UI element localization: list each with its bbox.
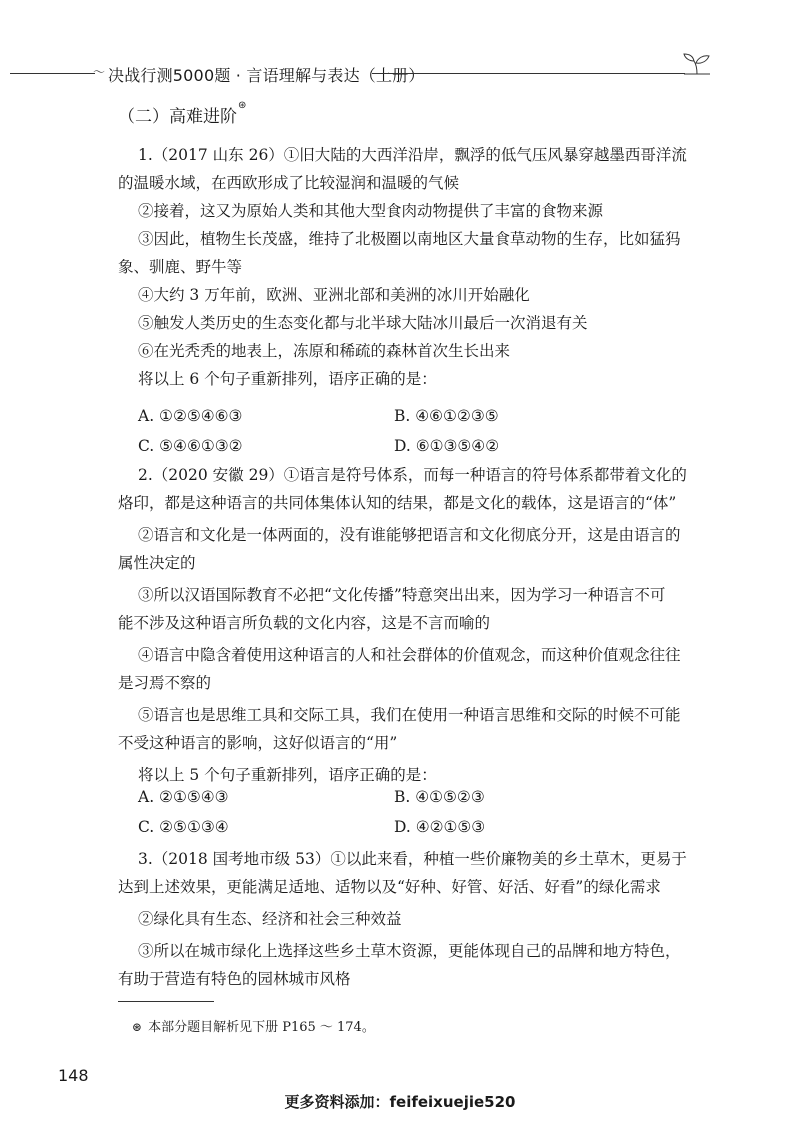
q2-line: 不受这种语言的影响，这好似语言的“用”	[118, 734, 398, 752]
q2-sentence-4: ④语言中隐含着使用这种语言的人和社会群体的价值观念，而这种价值观念往往	[138, 646, 681, 664]
q1-line: 的温暖水域，在西欧形成了比较湿润和温暖的气候	[118, 174, 460, 192]
q2-option-a[interactable]: A. ②①⑤④③	[138, 788, 229, 806]
q2-line: 能不涉及这种语言所负载的文化内容，这是不言而喻的	[118, 614, 491, 632]
q2-line: 是习焉不察的	[118, 674, 212, 692]
header-wave: ～	[93, 65, 106, 79]
page-number: 148	[58, 1066, 89, 1085]
section-title: （二）高难进阶	[118, 107, 237, 127]
q2-option-b[interactable]: B. ④①⑤②③	[394, 788, 485, 806]
q2-sentence-5: ⑤语言也是思维工具和交际工具，我们在使用一种语言思维和交际的时候不可能	[138, 706, 681, 724]
q2-sentence-2: ②语言和文化是一体两面的，没有谁能够把语言和文化彻底分开，这是由语言的	[138, 526, 681, 544]
q1-sentence-2: ②接着，这又为原始人类和其他大型食肉动物提供了丰富的食物来源	[138, 202, 604, 220]
footnote-rule	[118, 1001, 214, 1002]
running-header	[0, 62, 800, 86]
header-rule-left	[10, 73, 95, 74]
q1-option-c[interactable]: C. ⑤④⑥①③②	[138, 437, 243, 455]
q2-prompt: 将以上 5 个句子重新排列，语序正确的是：	[138, 766, 437, 784]
footnote-mark: ⊛	[132, 1020, 143, 1034]
question-3	[0, 845, 800, 993]
footnote	[132, 1016, 375, 1035]
q1-sentence-3: ③因此，植物生长茂盛，维持了北极圈以南地区大量食草动物的生存，比如猛犸	[138, 230, 681, 248]
q2-line: 烙印，都是这种语言的共同体集体认知的结果，都是文化的载体，这是语言的“体”	[118, 494, 677, 512]
q3-line: 达到上述效果，更能满足适地、适物以及“好种、好管、好活、好看”的绿化需求	[118, 878, 661, 896]
footnote-text: 本部分题目解析见下册 P165 ～ 174。	[148, 1020, 375, 1035]
q3-sentence-2: ②绿化具有生态、经济和社会三种效益	[138, 910, 402, 928]
q1-line: 1.（2017 山东 26）①旧大陆的大西洋沿岸，飘浮的低气压风暴穿越墨西哥洋流	[138, 146, 687, 164]
q2-option-c[interactable]: C. ②⑤①③④	[138, 818, 229, 836]
q3-sentence-3: ③所以在城市绿化上选择这些乡土草木资源，更能体现自己的品牌和地方特色，	[138, 942, 681, 960]
q3-line: 3.（2018 国考地市级 53）①以此来看，种植一些价廉物美的乡土草木，更易于	[138, 850, 687, 868]
question-2	[0, 461, 800, 789]
q1-sentence-6: ⑥在光秃秃的地表上，冻原和稀疏的森林首次生长出来	[138, 342, 511, 360]
sprout-icon	[680, 48, 714, 82]
q1-prompt: 将以上 6 个句子重新排列，语序正确的是：	[138, 370, 437, 388]
q1-option-d[interactable]: D. ⑥①③⑤④②	[394, 437, 500, 455]
q1-sentence-4: ④大约 3 万年前，欧洲、亚洲北部和美洲的冰川开始融化	[138, 286, 530, 304]
section-heading	[118, 102, 246, 127]
promo-text: 更多资料添加：feifeixuejie520	[284, 1093, 516, 1111]
q2-sentence-3: ③所以汉语国际教育不必把“文化传播”特意突出出来，因为学习一种语言不可	[138, 586, 666, 604]
q1-sentence-5: ⑤触发人类历史的生态变化都与北半球大陆冰川最后一次消退有关	[138, 314, 588, 332]
q2-option-d[interactable]: D. ④②①⑤③	[394, 818, 486, 836]
q2-line: 2.（2020 安徽 29）①语言是符号体系，而每一种语言的符号体系都带着文化的	[138, 466, 687, 484]
q1-line: 象、驯鹿、野牛等	[118, 258, 243, 276]
book-title: 决战行测5000题 · 言语理解与表达（上册）	[108, 66, 425, 85]
q1-option-a[interactable]: A. ①②⑤④⑥③	[138, 407, 243, 425]
q1-option-b[interactable]: B. ④⑥①②③⑤	[394, 407, 499, 425]
q2-line: 属性决定的	[118, 554, 196, 572]
header-rule-right	[372, 73, 685, 74]
question-1	[0, 141, 800, 393]
footnote-marker: ⊛	[238, 100, 247, 111]
q3-line: 有助于营造有特色的园林城市风格	[118, 970, 351, 988]
